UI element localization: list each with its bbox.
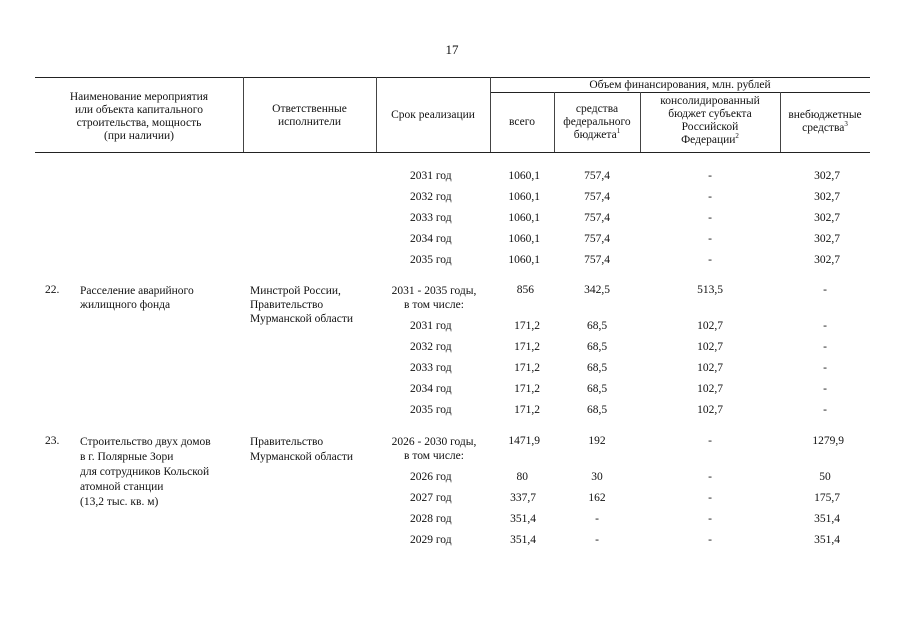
- table-row: [0, 383, 905, 399]
- header-responsible-column: Ответственные исполнители: [272, 103, 347, 128]
- row-extrabudget: 302,7: [814, 170, 840, 182]
- row-extrabudget: -: [823, 362, 827, 374]
- header-federal-column: средства федерального бюджета$^1$: [563, 103, 631, 141]
- row-extrabudget: 302,7: [814, 254, 840, 266]
- row-regional: -: [708, 534, 712, 546]
- row-federal: 68,5: [586, 383, 608, 395]
- row-federal: -: [595, 534, 599, 546]
- row-total: 856: [516, 284, 534, 296]
- row-term: 2027 год: [410, 492, 452, 504]
- table-row: [0, 404, 905, 420]
- row-regional: -: [708, 170, 712, 182]
- item-number: 22.: [45, 284, 60, 296]
- item-term: 2031 - 2035 годы, в том числе:: [391, 285, 477, 311]
- row-total: 80: [516, 471, 528, 483]
- header-term-column: Срок реализации: [391, 109, 475, 121]
- table-row: [0, 534, 905, 550]
- row-total: 171,2: [514, 362, 540, 374]
- row-term: 2035 год: [410, 404, 452, 416]
- row-regional: 513,5: [697, 284, 723, 296]
- row-term: 2031 год: [410, 170, 452, 182]
- row-extrabudget: -: [823, 404, 827, 416]
- row-extrabudget: -: [823, 320, 827, 332]
- row-federal: 162: [588, 492, 606, 504]
- row-term: 2031 год: [410, 320, 452, 332]
- row-total: 171,2: [514, 341, 540, 353]
- item-term: 2026 - 2030 годы, в том числе:: [391, 436, 477, 462]
- row-term: 2028 год: [410, 513, 452, 525]
- row-federal: 757,4: [584, 254, 610, 266]
- row-federal: -: [595, 513, 599, 525]
- row-federal: 757,4: [584, 233, 610, 245]
- row-total: 1060,1: [508, 191, 540, 203]
- row-extrabudget: -: [823, 383, 827, 395]
- table-row: [0, 170, 905, 186]
- row-regional: 102,7: [697, 404, 723, 416]
- table-row: [0, 212, 905, 228]
- row-extrabudget: 302,7: [814, 212, 840, 224]
- row-extrabudget: 351,4: [814, 534, 840, 546]
- row-total: 171,2: [514, 320, 540, 332]
- table-row: [0, 492, 905, 508]
- table-row: [0, 320, 905, 336]
- table-row: [0, 191, 905, 207]
- row-term: 2035 год: [410, 254, 452, 266]
- row-total: 351,4: [510, 534, 536, 546]
- row-extrabudget: 50: [819, 471, 831, 483]
- row-federal: 757,4: [584, 170, 610, 182]
- row-federal: 30: [591, 471, 603, 483]
- row-extrabudget: -: [823, 284, 827, 296]
- row-term: 2032 год: [410, 191, 452, 203]
- row-regional: 102,7: [697, 320, 723, 332]
- row-federal: 68,5: [586, 404, 608, 416]
- row-total: 171,2: [514, 383, 540, 395]
- row-total: 171,2: [514, 404, 540, 416]
- row-total: 1060,1: [508, 254, 540, 266]
- row-regional: 102,7: [697, 383, 723, 395]
- row-regional: -: [708, 513, 712, 525]
- row-federal: 68,5: [586, 320, 608, 332]
- table-row: [0, 513, 905, 529]
- row-term: 2034 год: [410, 233, 452, 245]
- row-extrabudget: 302,7: [814, 191, 840, 203]
- row-extrabudget: -: [823, 341, 827, 353]
- item-responsible: Правительство Мурманской области: [250, 436, 354, 463]
- row-term: 2029 год: [410, 534, 452, 546]
- header-extrabudget-column: внебюджетные средства$^3$: [788, 109, 862, 134]
- item-summary-row: [0, 284, 905, 300]
- row-regional: -: [708, 492, 712, 504]
- row-federal: 342,5: [584, 284, 610, 296]
- row-regional: -: [708, 191, 712, 203]
- header-total-column: всего: [509, 116, 535, 128]
- row-term: 2032 год: [410, 341, 452, 353]
- item-number: 23.: [45, 435, 60, 447]
- row-regional: 102,7: [697, 362, 723, 374]
- row-federal: 192: [588, 435, 606, 447]
- header-top-border: [35, 77, 870, 78]
- row-extrabudget: 302,7: [814, 233, 840, 245]
- item-summary-row: [0, 435, 905, 451]
- header-bottom-border: [35, 152, 870, 153]
- table-row: [0, 362, 905, 378]
- page-number: 17: [445, 42, 459, 57]
- row-total: 1060,1: [508, 233, 540, 245]
- row-total: 351,4: [510, 513, 536, 525]
- row-term: 2033 год: [410, 212, 452, 224]
- row-extrabudget: 1279,9: [812, 435, 844, 447]
- row-extrabudget: 351,4: [814, 513, 840, 525]
- row-total: 337,7: [510, 492, 536, 504]
- row-federal: 757,4: [584, 212, 610, 224]
- row-regional: 102,7: [697, 341, 723, 353]
- row-total: 1471,9: [508, 435, 540, 447]
- row-federal: 757,4: [584, 191, 610, 203]
- table-row: [0, 471, 905, 487]
- row-term: 2033 год: [410, 362, 452, 374]
- row-regional: -: [708, 254, 712, 266]
- row-total: 1060,1: [508, 212, 540, 224]
- item-name: Расселение аварийного жилищного фонда: [80, 285, 194, 311]
- row-term: 2034 год: [410, 383, 452, 395]
- table-row: [0, 233, 905, 249]
- row-term: 2026 год: [410, 471, 452, 483]
- header-name-column: Наименование мероприятия или объекта капитального строительства, мощность (при наличии): [69, 91, 209, 142]
- header-regional-column: консолидированный бюджет субъекта Российской Федерации$^2$: [660, 95, 760, 146]
- header-financing-group: Объем финансирования, млн. рублей: [589, 79, 771, 91]
- table-row: [0, 341, 905, 357]
- row-total: 1060,1: [508, 170, 540, 182]
- header-group-divider: [490, 92, 870, 93]
- item-responsible: Минстрой России, Правительство Мурманской области: [250, 285, 354, 325]
- row-regional: -: [708, 435, 712, 447]
- row-regional: -: [708, 233, 712, 245]
- item-name: Строительство двух домов в г. Полярные Зори для сотрудников Кольской атомной станции (13,2 тыс. кв. м): [80, 436, 211, 508]
- row-extrabudget: 175,7: [814, 492, 840, 504]
- row-federal: 68,5: [586, 362, 608, 374]
- table-row: [0, 254, 905, 270]
- row-regional: -: [708, 212, 712, 224]
- row-regional: -: [708, 471, 712, 483]
- row-federal: 68,5: [586, 341, 608, 353]
